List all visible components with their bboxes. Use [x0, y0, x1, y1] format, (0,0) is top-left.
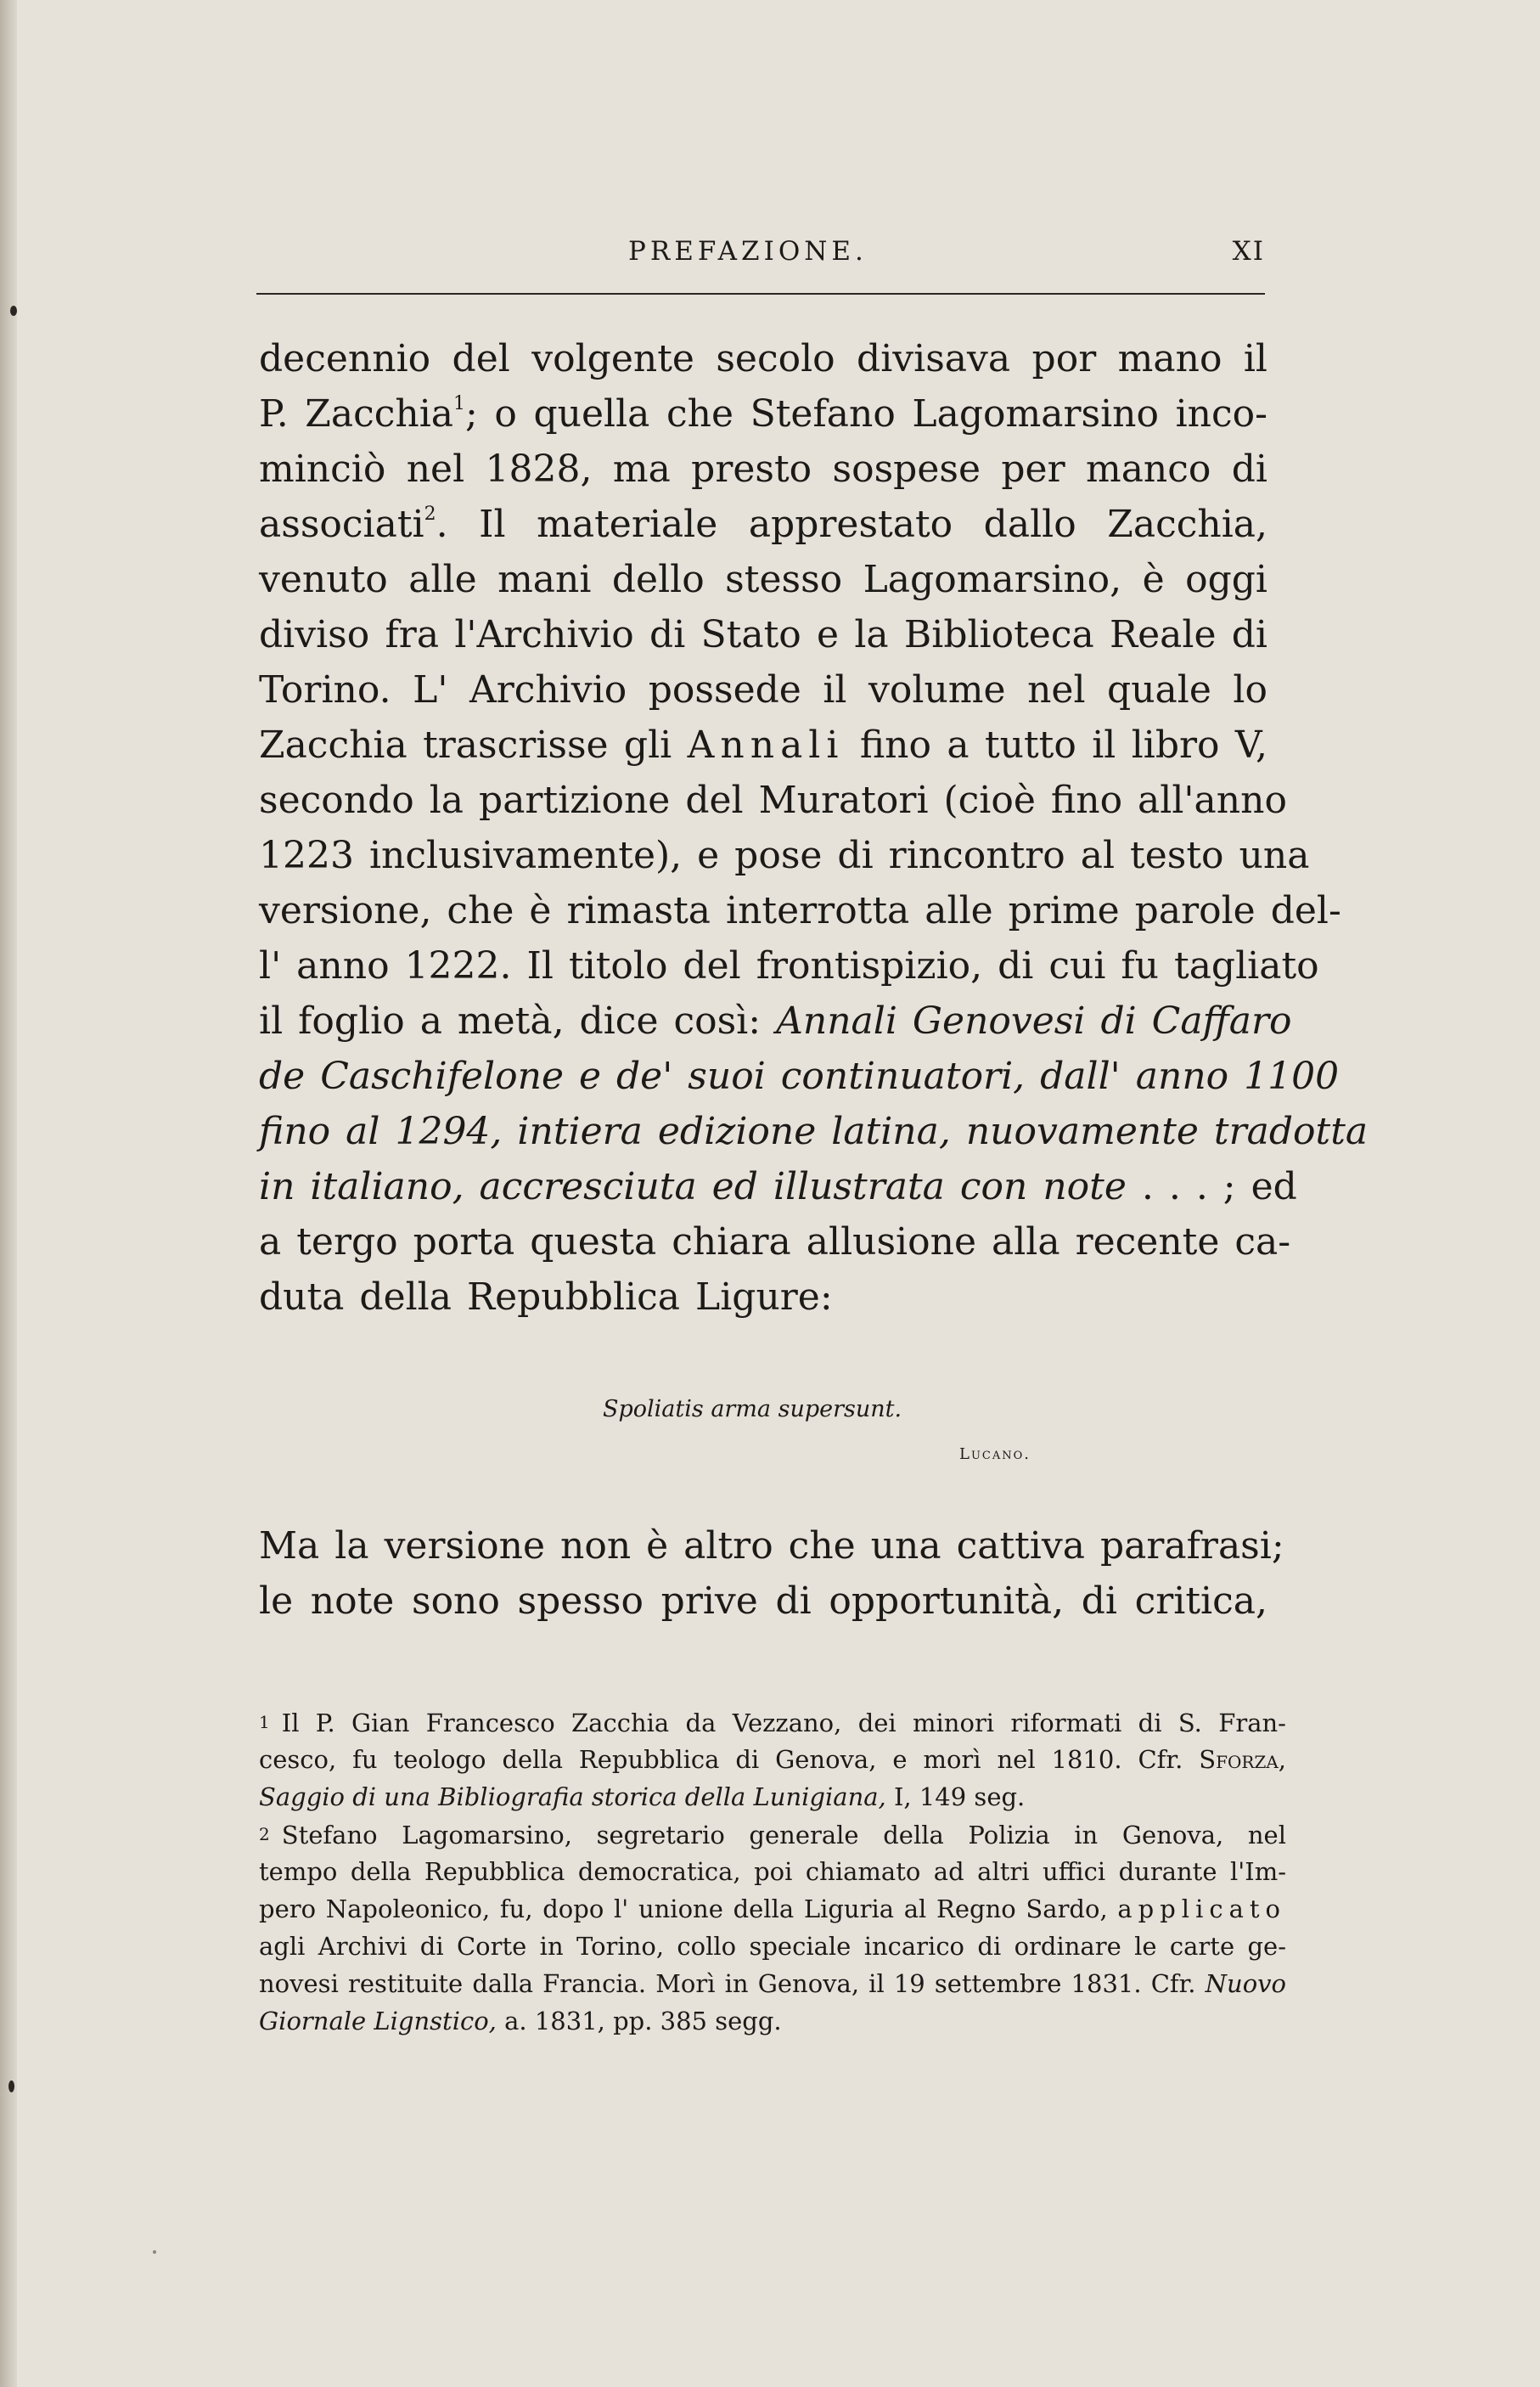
- text-line: minciò nel 1828, ma presto sospese per manco di: [259, 448, 1267, 491]
- text-line: decennio del volgente secolo divisava por mano il: [259, 337, 1267, 380]
- footnote-ref: 1: [453, 393, 465, 414]
- text-line: l' anno 1222. Il titolo del frontispizio, di cui fu tagliato: [259, 944, 1319, 988]
- text-line: Torino. L' Archivio possede il volume nel quale lo: [259, 668, 1267, 712]
- text-line: il foglio a metà, dice così: Annali Genovesi di Caffaro: [259, 999, 1292, 1043]
- footnote-line: tempo della Repubblica democratica, poi chiamato ad altri uffici durante l'Im-: [259, 1857, 1286, 1886]
- italic-title: Annali Genovesi di Caffaro: [776, 999, 1292, 1043]
- running-header: [256, 236, 1265, 279]
- main-text: [259, 331, 1369, 1325]
- footnote-number: 1: [259, 1712, 270, 1732]
- text-line: versione, che è rimasta interrotta alle prime parole del-: [259, 889, 1341, 932]
- ink-speck: [8, 2080, 14, 2092]
- ink-speck: [153, 2250, 156, 2254]
- text-line: duta della Repubblica Ligure:: [259, 1275, 833, 1319]
- text-line: associati$^2$. Il materiale apprestato dallo Zacchia,: [259, 503, 1267, 546]
- page-number: XI: [1232, 236, 1265, 267]
- epigraph-author: Lucano.: [959, 1445, 1031, 1463]
- text-line: Ma la versione non è altro che una cattiva parafrasi;: [259, 1524, 1284, 1568]
- text-line: in italiano, accresciuta ed illustrata con note . . . ; ed: [259, 1165, 1297, 1208]
- text-line: venuto alle mani dello stesso Lagomarsino, è oggi: [259, 558, 1267, 601]
- header-title: PREFAZIONE.: [628, 236, 868, 267]
- spaced-word: Annali: [687, 723, 845, 767]
- footnote-line: pero Napoleonico, fu, dopo l' unione della Liguria al Regno Sardo, applicato: [259, 1894, 1286, 1923]
- text-line: secondo la partizione del Muratori (cioè fino all'anno: [259, 779, 1287, 822]
- main-text-continued: [259, 1518, 1284, 1629]
- footnote-line: novesi restituite dalla Francia. Morì in Genova, il 19 settembre 1831. Cfr. Nuovo: [259, 1969, 1286, 1998]
- spaced-word: applicato: [1117, 1894, 1286, 1923]
- page-spine-shadow: [0, 0, 17, 2387]
- ink-speck: [10, 306, 17, 316]
- text-line: diviso fra l'Archivio di Stato e la Biblioteca Reale di: [259, 613, 1267, 656]
- footnote-line: 2 Stefano Lagomarsino, segretario generale della Polizia in Genova, nel: [259, 1821, 1286, 1849]
- epigraph-quote: Spoliatis arma supersunt.: [603, 1396, 902, 1422]
- text-line: de Caschifelone e de' suoi continuatori, dall' anno 1100: [259, 1055, 1340, 1098]
- footnote-line: Giornale Lignstico, a. 1831, pp. 385 segg.: [259, 2007, 782, 2035]
- text-line: a tergo porta questa chiara allusione alla recente ca-: [259, 1220, 1291, 1264]
- footnotes: [259, 1703, 1286, 2040]
- footnote-ref: 2: [424, 504, 436, 525]
- text-line: 1223 inclusivamente), e pose di rincontro al testo una: [259, 834, 1310, 877]
- footnote-line: 1 Il P. Gian Francesco Zacchia da Vezzano, dei minori riformati di S. Fran-: [259, 1709, 1286, 1737]
- text-line: Zacchia trascrisse gli Annali fino a tutto il libro V,: [259, 723, 1267, 767]
- footnote-line: cesco, fu teologo della Repubblica di Genova, e morì nel 1810. Cfr. Sforza,: [259, 1745, 1287, 1774]
- text-line: fino al 1294, intiera edizione latina, nuovamente tradotta: [259, 1110, 1369, 1153]
- text-line: P. Zacchia$^1$; o quella che Stefano Lagomarsino inco-: [259, 392, 1267, 436]
- footnote-number: 2: [259, 1824, 270, 1844]
- footnote-line: agli Archivi di Corte in Torino, collo speciale incarico di ordinare le carte ge-: [259, 1932, 1286, 1961]
- text-line: le note sono spesso prive di opportunità, di critica,: [259, 1579, 1267, 1623]
- footnote-line: Saggio di una Bibliografia storica della Lunigiana, I, 149 seg.: [259, 1782, 1026, 1811]
- header-rule: [256, 293, 1265, 295]
